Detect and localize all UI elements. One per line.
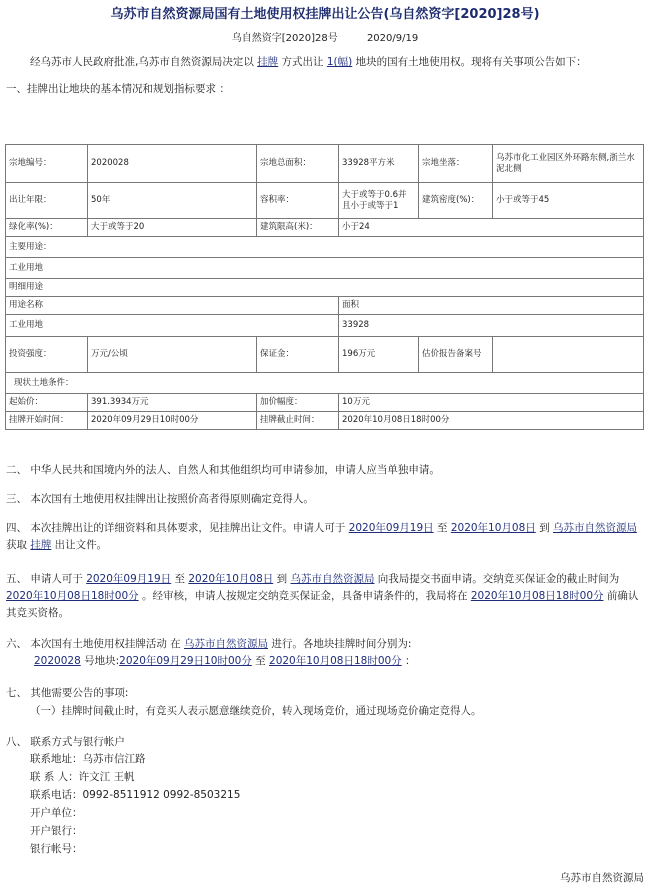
term-value: 50年 <box>88 183 257 219</box>
method-link: 挂牌 <box>257 56 279 68</box>
intro-text: 地块的国有土地使用权。现将有关事项公告如下： <box>352 56 587 68</box>
section-2: 二、 中华人民共和国境内外的法人、自然人和其他组织均可申请参加，申请人应当单独申请。 <box>6 464 440 476</box>
use-name-header: 用途名称 <box>6 297 339 315</box>
contact-phone: 联系电话：0992-8511912 0992-8503215 <box>30 789 241 801</box>
density-value: 小于或等于45 <box>493 183 644 219</box>
section-6 <box>6 636 642 670</box>
start-price-value: 391.3934万元 <box>88 394 257 412</box>
contact-person: 联 系 人：许文江 王帆 <box>30 771 135 783</box>
section-5-text: 前确认其竞买资格。 <box>6 590 639 619</box>
use-name-value: 工业用地 <box>6 315 339 337</box>
footer-signature: 乌苏市自然资源局 <box>560 872 644 884</box>
section-6-text: 进行。各地块挂牌时间分别为: <box>268 638 412 650</box>
main-use-label: 主要用途： <box>6 237 644 258</box>
section-4-text: 四、 本次挂牌出让的详细资料和具体要求，见挂牌出让文件。申请人可于 <box>6 522 349 534</box>
land-condition-label: 现状土地条件： <box>6 373 644 394</box>
section-6-text: 六、 本次国有土地使用权挂牌活动 在 <box>6 638 185 650</box>
listing-start-label: 挂牌开始时间： <box>6 412 88 430</box>
green-label: 绿化率(%)： <box>6 219 88 237</box>
doc-date: 2020/9/19 <box>366 33 419 44</box>
table-row <box>6 412 644 430</box>
parcel-no-label: 宗地编号： <box>6 145 88 183</box>
table-row <box>6 394 644 412</box>
table-row <box>6 183 644 219</box>
intro-paragraph <box>8 54 642 71</box>
date-link: 2020年10月08日18时00分 <box>6 590 139 602</box>
section-4-text: 至 <box>433 522 451 534</box>
date-link: 2020年10月08日18时00分 <box>269 655 402 667</box>
appraisal-value <box>493 337 644 373</box>
main-use-value: 工业用地 <box>6 258 644 279</box>
increment-value: 10万元 <box>339 394 644 412</box>
listing-end-value: 2020年10月08日18时00分 <box>339 412 644 430</box>
date-link: 2020年09月19日 <box>348 522 434 534</box>
far-label: 容积率： <box>257 183 339 219</box>
date-link: 2020年09月19日 <box>86 573 172 585</box>
table-row <box>6 145 644 183</box>
location-value: 乌苏市化工业园区外环路东侧,浙兰水泥北侧 <box>493 145 644 183</box>
table-row <box>6 258 644 279</box>
use-area-value: 33928 <box>339 315 644 337</box>
section-4-text: 获取 <box>6 539 31 551</box>
intro-text: 方式出让 <box>278 56 327 68</box>
section-6-text: ： <box>401 655 416 667</box>
area-value: 33928平方米 <box>339 145 419 183</box>
date-link: 2020年10月08日18时00分 <box>470 590 604 602</box>
area-label: 宗地总面积： <box>257 145 339 183</box>
start-price-label: 起始价： <box>6 394 88 412</box>
section-5-text: 至 <box>171 573 189 585</box>
section-4 <box>6 520 642 554</box>
doc-meta <box>0 32 650 46</box>
date-link: 2020年10月08日 <box>450 522 536 534</box>
table-row <box>6 279 644 297</box>
org-link: 乌苏市自然资源局 <box>184 638 269 650</box>
account-unit: 开户单位： <box>30 807 83 819</box>
listing-end-label: 挂牌截止时间： <box>257 412 339 430</box>
section-5-text: 向我局提交书面申请。交纳竞买保证金的截止时间为 <box>374 573 620 585</box>
table-row <box>6 297 644 315</box>
section-4-text: 到 <box>535 522 553 534</box>
height-value: 小于24 <box>339 219 644 237</box>
parcel-no-value: 2020028 <box>88 145 257 183</box>
page-title: 乌苏市自然资源局国有土地使用权挂牌出让公告(乌自然资字[2020]28号) <box>110 7 540 22</box>
term-label: 出让年限： <box>6 183 88 219</box>
table-row <box>6 337 644 373</box>
section-4-text: 出让文件。 <box>51 539 108 551</box>
section-3: 三、 本次国有土地使用权挂牌出让按照价高者得原则确定竞得人。 <box>6 493 314 505</box>
section-5 <box>6 571 642 622</box>
appraisal-label: 估价报告备案号 <box>419 337 493 373</box>
height-label: 建筑限高(米)： <box>257 219 339 237</box>
listing-start-value: 2020年09月29日10时00分 <box>88 412 257 430</box>
date-link: 2020年09月29日10时00分 <box>119 655 252 667</box>
section-5-text: 到 <box>273 573 291 585</box>
location-label: 宗地坐落： <box>419 145 493 183</box>
deposit-value: 196万元 <box>339 337 419 373</box>
table-row <box>6 315 644 337</box>
count-value: 1(幅) <box>326 56 353 68</box>
table-row <box>6 373 644 394</box>
use-area-header: 面积 <box>339 297 644 315</box>
investment-value: 万元/公顷 <box>88 337 257 373</box>
far-value: 大于或等于0.6并且小于或等于1 <box>339 183 419 219</box>
increment-label: 加价幅度： <box>257 394 339 412</box>
table-row <box>6 219 644 237</box>
investment-label: 投资强度： <box>6 337 88 373</box>
section-1-heading: 一、挂牌出让地块的基本情况和规划指标要求 ： <box>6 83 230 95</box>
parcel-code-link: 2020028 <box>34 655 81 667</box>
section-5-text: 五、 申请人可于 <box>6 573 87 585</box>
doc-number: 乌自然资字[2020]28号 <box>231 33 338 44</box>
section-7-item: （一）挂牌时间截止时，有竞买人表示愿意继续竞价，转入现场竞价，通过现场竞价确定竞得人。 <box>30 705 482 717</box>
section-6-text: 至 <box>251 655 270 667</box>
section-6-text: 号地块: <box>80 655 120 667</box>
contact-address: 联系地址：乌苏市信江路 <box>30 753 146 765</box>
section-5-text: 。经审核，申请人按规定交纳竞买保证金，具备申请条件的，我局将在 <box>138 590 471 602</box>
section-8-heading: 八、 联系方式与银行帐户 <box>6 736 125 748</box>
account-bank: 开户银行： <box>30 825 83 837</box>
intro-text: 经乌苏市人民政府批准,乌苏市自然资源局决定以 <box>30 56 258 68</box>
parcel-info-table <box>5 144 644 430</box>
date-link: 2020年10月08日 <box>188 573 274 585</box>
density-label: 建筑密度(%)： <box>419 183 493 219</box>
org-link: 乌苏市自然资源局 <box>290 573 375 585</box>
org-link: 乌苏市自然资源局 <box>552 522 637 534</box>
table-row <box>6 237 644 258</box>
section-7-heading: 七、 其他需要公告的事项: <box>6 687 129 699</box>
method-link: 挂牌 <box>30 539 52 551</box>
detail-use-label: 明细用途 <box>6 279 644 297</box>
green-value: 大于或等于20 <box>88 219 257 237</box>
account-number: 银行帐号： <box>30 843 83 855</box>
deposit-label: 保证金： <box>257 337 339 373</box>
